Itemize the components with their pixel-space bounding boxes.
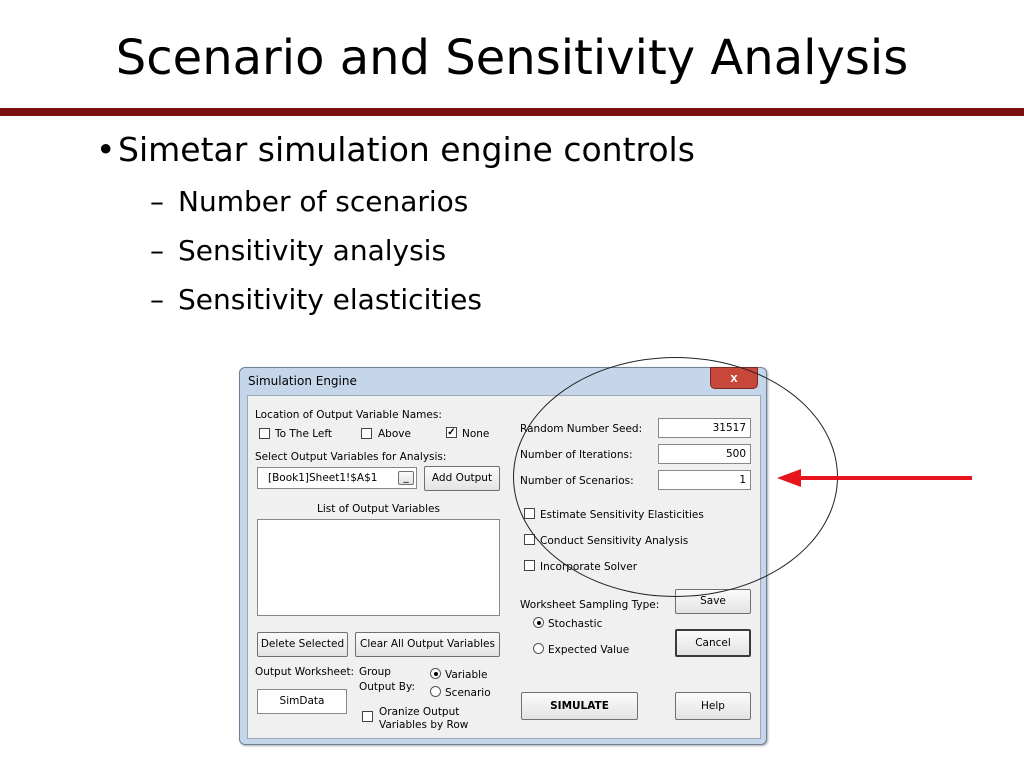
main-bullet (96, 130, 695, 169)
sub-bullet (150, 185, 468, 218)
output-range-input[interactable] (257, 467, 417, 489)
stochastic-radio[interactable] (533, 617, 544, 628)
to-the-left-label: To The Left (275, 428, 333, 440)
output-worksheet-input[interactable]: SimData (257, 689, 347, 714)
seed-label: Random Number Seed: (520, 423, 643, 435)
close-button[interactable]: x (710, 367, 758, 389)
group-by-scenario-label: Scenario (445, 687, 491, 699)
range-picker-button[interactable]: _ (398, 471, 414, 485)
main-bullet-text: Simetar simulation engine controls (118, 130, 695, 169)
expected-value-radio[interactable] (533, 643, 544, 654)
organize-by-row-label-2: Variables by Row (379, 719, 469, 731)
organize-by-row-label-1: Oranize Output (379, 706, 460, 718)
bullet-dot: • (96, 130, 116, 169)
above-label: Above (378, 428, 411, 440)
sampling-type-label: Worksheet Sampling Type: (520, 599, 660, 611)
group-output-by-label: Output By: (359, 681, 416, 693)
sub-bullet (150, 283, 482, 316)
sub-bullet-dash: – (150, 283, 164, 316)
group-output-label: Group (359, 666, 391, 678)
slide-title: Scenario and Sensitivity Analysis (115, 30, 909, 86)
group-by-variable-label: Variable (445, 669, 488, 681)
cancel-button[interactable]: Cancel (675, 629, 751, 657)
iterations-input[interactable]: 500 (658, 444, 751, 464)
estimate-elasticities-label: Estimate Sensitivity Elasticities (540, 509, 704, 521)
group-by-variable-radio[interactable] (430, 668, 441, 679)
output-worksheet-label: Output Worksheet: (255, 666, 355, 678)
scenarios-label: Number of Scenarios: (520, 475, 634, 487)
output-range-value: [Book1]Sheet1!$A$1 (268, 472, 378, 484)
sub-bullet-dash: – (150, 185, 164, 218)
location-label: Location of Output Variable Names: (255, 409, 442, 421)
select-output-label: Select Output Variables for Analysis: (255, 451, 447, 463)
sensitivity-analysis-label: Conduct Sensitivity Analysis (540, 535, 689, 547)
organize-by-row-checkbox[interactable] (362, 711, 373, 722)
to-the-left-checkbox[interactable] (259, 428, 270, 439)
sub-bullet-text: Sensitivity elasticities (178, 283, 482, 316)
iterations-label: Number of Iterations: (520, 449, 633, 461)
list-of-output-label: List of Output Variables (317, 503, 440, 515)
expected-value-label: Expected Value (548, 644, 630, 656)
save-button[interactable]: Save (675, 589, 751, 614)
sub-bullet (150, 234, 446, 267)
add-output-button[interactable]: Add Output (424, 466, 500, 491)
seed-input[interactable]: 31517 (658, 418, 751, 438)
delete-selected-button[interactable]: Delete Selected (257, 632, 348, 657)
dialog-title: Simulation Engine (248, 374, 357, 388)
simulate-button[interactable]: SIMULATE (521, 692, 638, 720)
title-divider (0, 108, 1024, 116)
incorporate-solver-label: Incorporate Solver (540, 561, 638, 573)
clear-all-output-button[interactable]: Clear All Output Variables (355, 632, 500, 657)
scenarios-input[interactable]: 1 (658, 470, 751, 490)
pointer-arrow-shaft (800, 476, 972, 480)
sub-bullet-text: Sensitivity analysis (178, 234, 447, 267)
pointer-arrow-head-icon (777, 469, 801, 487)
none-label: None (462, 428, 490, 440)
output-variables-list[interactable] (257, 519, 500, 616)
above-checkbox[interactable] (361, 428, 372, 439)
none-checkbox[interactable]: ✓ (447, 427, 456, 438)
sub-bullet-text: Number of scenarios (178, 185, 469, 218)
help-button[interactable]: Help (675, 692, 751, 720)
incorporate-solver-checkbox[interactable] (524, 560, 535, 571)
stochastic-label: Stochastic (548, 618, 603, 630)
group-by-scenario-radio[interactable] (430, 686, 441, 697)
sub-bullet-dash: – (150, 234, 164, 267)
